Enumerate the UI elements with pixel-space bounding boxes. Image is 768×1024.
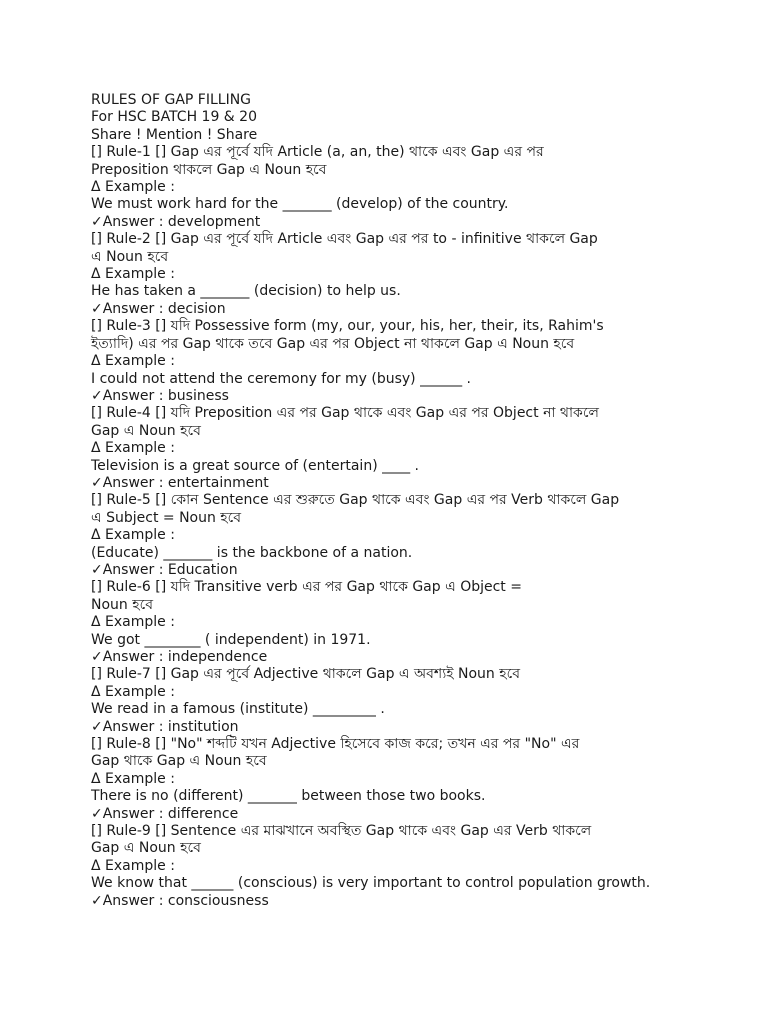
rule-8-answer: ✓Answer : difference xyxy=(91,805,239,822)
rule-8-example-label: Δ Example : xyxy=(91,770,175,787)
rule-3-example-label: Δ Example : xyxy=(91,353,175,370)
rule-1-text: [] Rule-1 [] Gap এর পূর্বে যদি Article (a, an, the) থাকে এবং Gap এর পর xyxy=(91,144,544,161)
rule-7-answer: ✓Answer : institution xyxy=(91,718,239,735)
rule-3-example: I could not attend the ceremony for my (busy) ______ . xyxy=(91,370,471,387)
document-subtitle: For HSC BATCH 19 & 20 xyxy=(91,109,257,126)
rule-4-text-cont: Gap এ Noun হবে xyxy=(91,422,201,439)
rule-3-text-cont: ইত্যাদি) এর পর Gap থাকে তবে Gap এর পর Object না থাকলে Gap এ Noun হবে xyxy=(91,335,575,352)
rule-5-example-label: Δ Example : xyxy=(91,527,175,544)
rule-2-text: [] Rule-2 [] Gap এর পূর্বে যদি Article এবং Gap এর পর to - infinitive থাকলে Gap xyxy=(91,231,598,248)
rule-7-example-label: Δ Example : xyxy=(91,683,175,700)
rule-4-example-label: Δ Example : xyxy=(91,440,175,457)
rule-2-example-label: Δ Example : xyxy=(91,266,175,283)
rule-9-text-cont: Gap এ Noun হবে xyxy=(91,840,201,857)
rule-2-answer: ✓Answer : decision xyxy=(91,300,226,317)
rule-6-answer: ✓Answer : independence xyxy=(91,649,268,665)
rule-5-text: [] Rule-5 [] কোন Sentence এর শুরুতে Gap থাকে এবং Gap এর পর Verb থাকলে Gap xyxy=(91,492,620,509)
rule-9-text: [] Rule-9 [] Sentence এর মাঝখানে অবস্থিত Gap থাকে এবং Gap এর Verb থাকলে xyxy=(91,823,592,840)
rule-3-answer: ✓Answer : business xyxy=(91,387,229,404)
rule-4-answer: ✓Answer : entertainment xyxy=(91,474,269,491)
rule-5-text-cont: এ Subject = Noun হবে xyxy=(91,509,242,526)
rule-9-example: We know that ______ (conscious) is very important to control population growth. xyxy=(91,875,651,892)
rule-3-text: [] Rule-3 [] যদি Possessive form (my, our, your, his, her, their, its, Rahim's xyxy=(91,318,604,335)
document-title: RULES OF GAP FILLING xyxy=(91,92,252,108)
rule-6-text-cont: Noun হবে xyxy=(91,596,154,613)
rule-9-example-label: Δ Example : xyxy=(91,857,175,874)
rule-1-example-label: Δ Example : xyxy=(91,179,175,196)
rule-5-answer: ✓Answer : Education xyxy=(91,561,238,578)
rule-2-text-cont: এ Noun হবে xyxy=(91,248,169,265)
rule-1-answer: ✓Answer : development xyxy=(91,213,261,230)
rule-1-example: We must work hard for the _______ (develop) of the country. xyxy=(91,196,509,213)
rule-1-text-cont: Preposition থাকলে Gap এ Noun হবে xyxy=(91,161,327,178)
share-line: Share ! Mention ! Share xyxy=(91,126,258,143)
rule-8-example: There is no (different) _______ between those two books. xyxy=(91,788,486,805)
rule-5-example: (Educate) _______ is the backbone of a nation. xyxy=(91,544,413,561)
rule-6-text: [] Rule-6 [] যদি Transitive verb এর পর Gap থাকে Gap এ Object = xyxy=(91,579,522,596)
rule-6-example-label: Δ Example : xyxy=(91,614,175,631)
rule-7-example: We read in a famous (institute) _________ . xyxy=(91,701,385,718)
rule-4-example: Television is a great source of (entertain) ____ . xyxy=(91,457,420,474)
rule-9-answer: ✓Answer : consciousness xyxy=(91,892,269,909)
rule-8-text-cont: Gap থাকে Gap এ Noun হবে xyxy=(91,753,267,770)
rule-6-example: We got ________ ( independent) in 1971. xyxy=(91,631,371,648)
rule-8-text: [] Rule-8 [] "No" শব্দটি যখন Adjective হিসেবে কাজ করে; তখন এর পর "No" এর xyxy=(91,736,580,753)
rule-4-text: [] Rule-4 [] যদি Preposition এর পর Gap থাকে এবং Gap এর পর Object না থাকলে xyxy=(91,405,599,422)
document-body xyxy=(91,92,691,910)
rule-2-example: He has taken a _______ (decision) to help us. xyxy=(91,283,401,300)
rule-7-text: [] Rule-7 [] Gap এর পূর্বে Adjective থাকলে Gap এ অবশ্যই Noun হবে xyxy=(91,666,521,683)
